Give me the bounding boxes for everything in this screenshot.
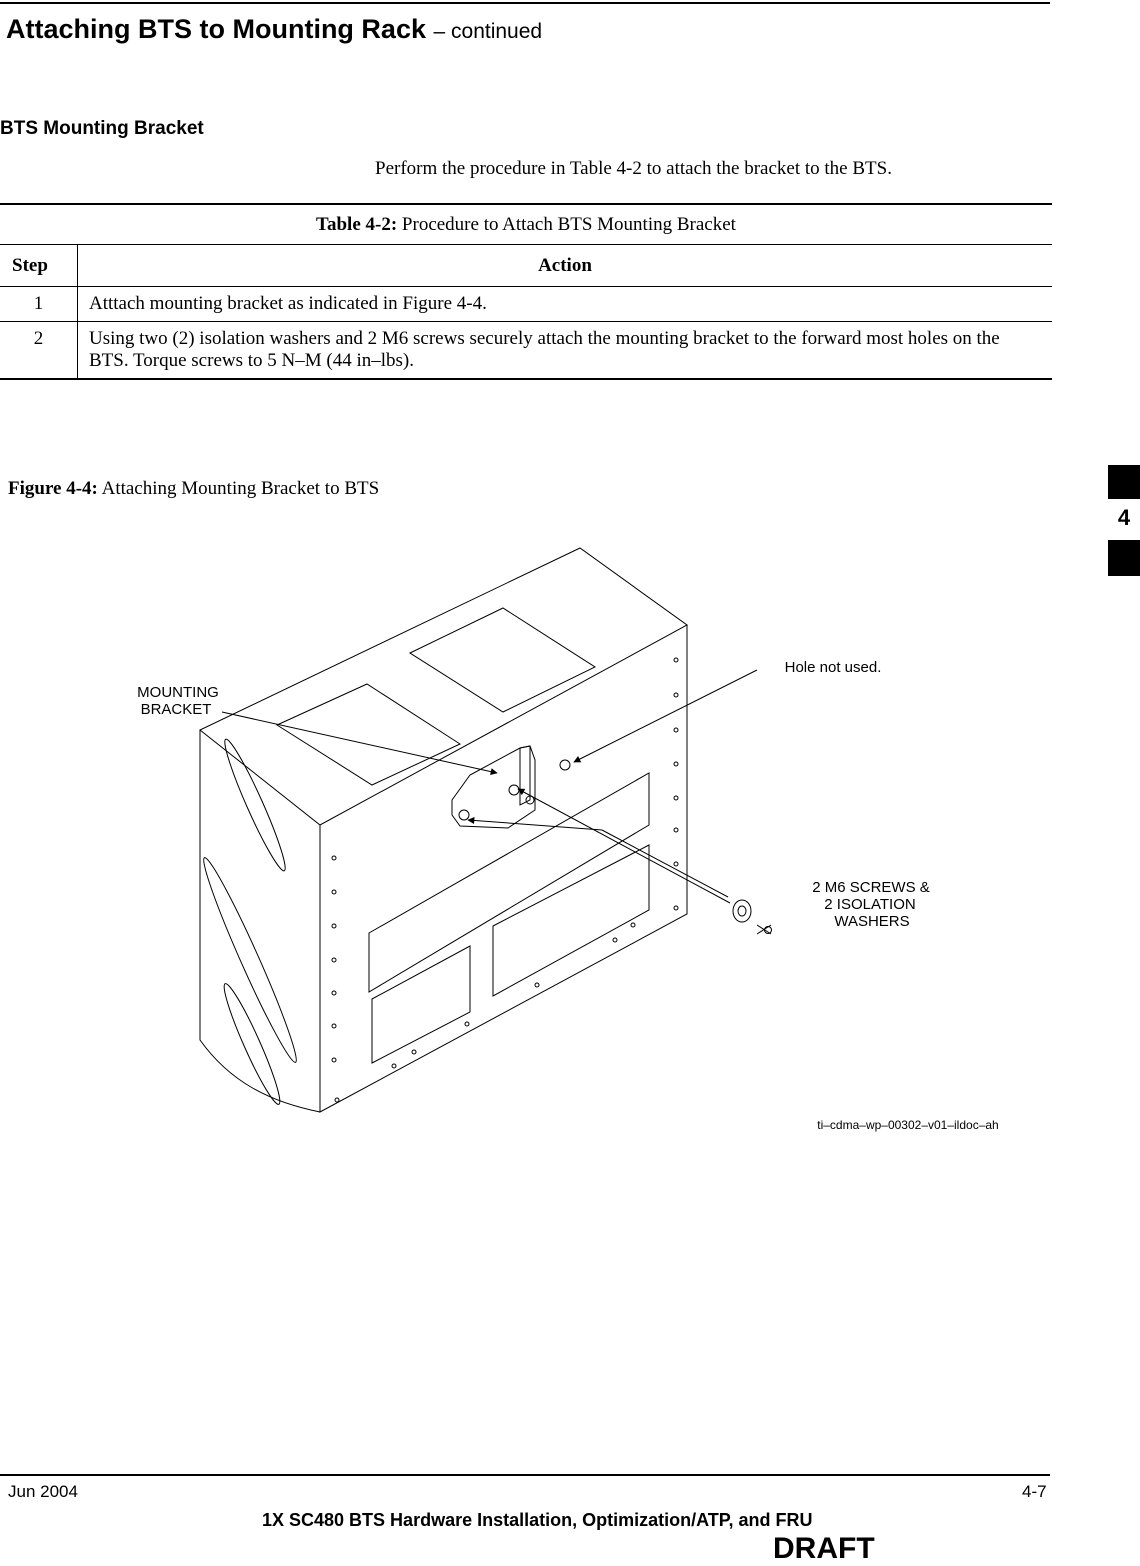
header-continued: – continued xyxy=(433,20,543,43)
label-screws-washers: 2 M6 SCREWS & xyxy=(812,879,930,896)
footer-date: Jun 2004 xyxy=(8,1482,78,1501)
table-row xyxy=(0,287,1052,322)
front-panel xyxy=(369,773,649,992)
table-header-row xyxy=(0,245,1052,287)
figure-caption xyxy=(8,478,379,500)
screw-leader xyxy=(518,789,730,903)
header-rule xyxy=(0,2,1050,4)
procedure-table xyxy=(0,203,1052,380)
chapter-tab-bottom xyxy=(1108,540,1140,576)
label-screws-washers: WASHERS xyxy=(834,913,910,930)
table-caption xyxy=(0,204,1052,245)
front-panel xyxy=(372,946,470,1063)
column-header-action: Action xyxy=(78,245,1053,287)
label-hole-not-used: Hole not used. xyxy=(784,659,882,676)
table-row xyxy=(0,322,1052,380)
washer-leader xyxy=(602,830,728,897)
step-number: 2 xyxy=(0,322,78,380)
unused-hole xyxy=(560,760,570,770)
intro-paragraph: Perform the procedure in Table 4-2 to attach the bracket to the BTS. xyxy=(375,158,892,179)
table-caption-label: Table 4-2: xyxy=(316,213,398,235)
column-header-step: Step xyxy=(0,245,78,287)
figure-id: ti–cdma–wp–00302–v01–ildoc–ah xyxy=(817,1118,999,1132)
label-screws-washers: 2 ISOLATION xyxy=(824,896,916,913)
section-heading: BTS Mounting Bracket xyxy=(0,118,204,139)
step-action: Using two (2) isolation washers and 2 M6 screws securely attach the mounting bracket to the forward most holes on the BTS. Torque screws to 5 N–M (44 in–lbs). xyxy=(78,322,1053,380)
footer-title: 1X SC480 BTS Hardware Installation, Optimization/ATP, and FRU xyxy=(262,1510,813,1530)
figure-caption-label: Figure 4-4: xyxy=(8,478,98,499)
bracket-hole xyxy=(509,785,519,795)
side-vent xyxy=(196,854,304,1066)
label-mounting-bracket: BRACKET xyxy=(140,701,212,718)
page-number: 4-7 xyxy=(1022,1482,1047,1501)
table-caption-row xyxy=(0,204,1052,245)
label-mounting-bracket: MOUNTING xyxy=(137,684,219,701)
cabinet-top xyxy=(200,548,687,825)
chapter-tab-top xyxy=(1108,465,1140,499)
bts-bracket-illustration xyxy=(0,500,1020,1140)
top-hatch xyxy=(410,608,595,712)
bracket-leader xyxy=(222,712,497,773)
front-panel xyxy=(493,845,649,996)
page-header xyxy=(6,14,542,45)
washer-leader xyxy=(468,820,602,830)
step-number: 1 xyxy=(0,287,78,322)
mounting-bracket xyxy=(452,746,535,828)
figure-caption-text: Attaching Mounting Bracket to BTS xyxy=(101,478,380,499)
hole-leader xyxy=(574,670,757,762)
cabinet-front xyxy=(320,625,687,1112)
side-vent xyxy=(218,980,286,1107)
draft-watermark: DRAFT xyxy=(773,1532,875,1565)
header-title: Attaching BTS to Mounting Rack xyxy=(6,14,426,44)
chapter-tab-number: 4 xyxy=(1117,505,1131,530)
isolation-washer xyxy=(733,900,751,922)
footer-rule xyxy=(0,1474,1050,1476)
bracket-hole xyxy=(459,810,469,820)
top-hatch xyxy=(277,684,460,785)
step-action: Atttach mounting bracket as indicated in Figure 4-4. xyxy=(78,287,1053,322)
side-vent xyxy=(218,736,291,874)
cabinet-side xyxy=(200,730,320,1112)
table-caption-text: Procedure to Attach BTS Mounting Bracket xyxy=(401,213,736,235)
